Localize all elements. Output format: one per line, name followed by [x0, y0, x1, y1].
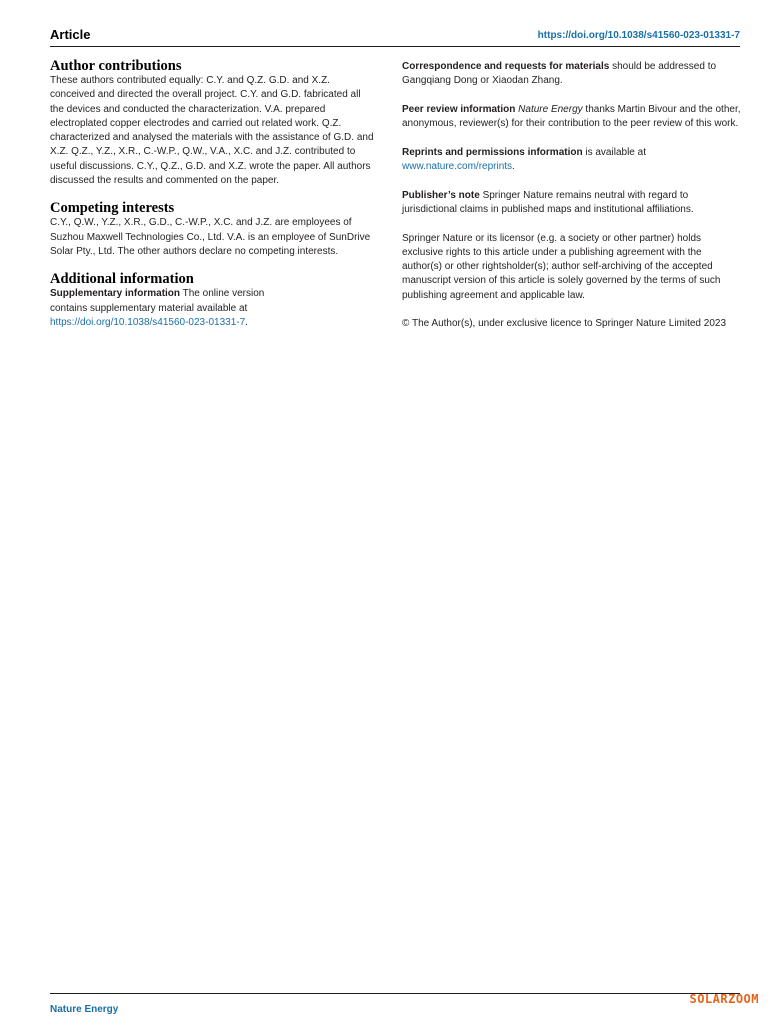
footer-divider: [50, 993, 740, 994]
correspondence-label: Correspondence and requests for materials: [402, 61, 610, 72]
copyright-paragraph: © The Author(s), under exclusive licence to Springer Nature Limited 2023: [402, 318, 727, 330]
reprints-period: .: [512, 161, 515, 173]
supplementary-information-paragraph: [50, 287, 290, 330]
competing-interests-section: [50, 200, 375, 259]
supplementary-information-label: Supplementary information: [50, 288, 181, 300]
publishers-note-paragraph: [402, 189, 742, 218]
header-doi-link[interactable]: https://doi.org/10.1038/s41560-023-01331-7: [537, 30, 740, 41]
peer-review-label: Peer review information: [402, 103, 516, 115]
correspondence-text: should be addressed to Gangqiang Dong or Xiaodan Zhang.: [402, 61, 717, 87]
peer-review-journal: Nature Energy: [518, 103, 583, 115]
peer-review-text: thanks Martin Bivour and the other, anonymous, reviewer(s) for their contribution to the peer review of this work.: [402, 103, 741, 130]
reprints-link[interactable]: www.nature.com/reprints: [402, 161, 513, 173]
supplementary-information-text: The online version contains supplementary material available at: [50, 288, 265, 314]
reprints-paragraph: [402, 146, 742, 175]
author-contributions-heading: Author contributions: [50, 58, 182, 74]
supplementary-period: .: [245, 316, 248, 328]
watermark-logo: SOLARZOOM: [689, 992, 759, 1006]
left-column: [50, 58, 375, 342]
right-column: [402, 60, 742, 346]
reprints-text: is available at: [585, 146, 646, 158]
competing-interests-text: C.Y., Q.W., Y.Z., X.R., G.D., C.-W.P., X.C. and J.Z. are employees of Suzhou Maxwell Technologies Co., Ltd. V.A. is an employee of SunDrive Solar Pty., Ltd. The other authors declare no competing interests.: [50, 217, 371, 257]
supplementary-information-link[interactable]: https://doi.org/10.1038/s41560-023-01331-7: [50, 316, 246, 328]
publishers-note-label: Publisher’s note: [402, 189, 480, 201]
additional-information-heading: Additional information: [50, 271, 194, 288]
article-type-label: Article: [50, 27, 91, 42]
additional-information-section: [50, 271, 375, 330]
reprints-label: Reprints and permissions information: [402, 146, 583, 158]
author-contributions-section: [50, 58, 375, 188]
author-contributions-text: These authors contributed equally: C.Y. and Q.Z. G.D. and X.Z. conceived and directed the overall project. C.Y. and G.D. fabricated all the devices and conducted the characterization. V.A. prepared electroplated copper electrodes and carried out related work. Q.Z. characterized and analysed the materials with the assistance of G.D. and X.Z. Q.Z., Y.Z., X.R., C.-W.P., Q.W., V.A., X.C. and J.Z. contributed to useful discussions. C.Y., Q.Z., G.D. and X.Z. wrote the paper. All authors discussed the results and commented on the paper.: [50, 75, 374, 187]
rights-paragraph: Springer Nature or its licensor (e.g. a society or other partner) holds exclusive rights to this article under a publishing agreement with the author(s) or other rightsholder(s); author self-archiving of the accepted manuscript version of this article is solely governed by the terms of such publishing agreement and applicable law.: [402, 232, 721, 301]
publishers-note-text: Springer Nature remains neutral with regard to jurisdictional claims in published maps and institutional affiliations.: [402, 189, 694, 215]
footer-journal-name: Nature Energy: [50, 1004, 119, 1015]
competing-interests-heading: Competing interests: [50, 200, 175, 217]
header-divider: [50, 46, 740, 47]
peer-review-paragraph: [402, 103, 742, 132]
correspondence-paragraph: [402, 60, 742, 89]
